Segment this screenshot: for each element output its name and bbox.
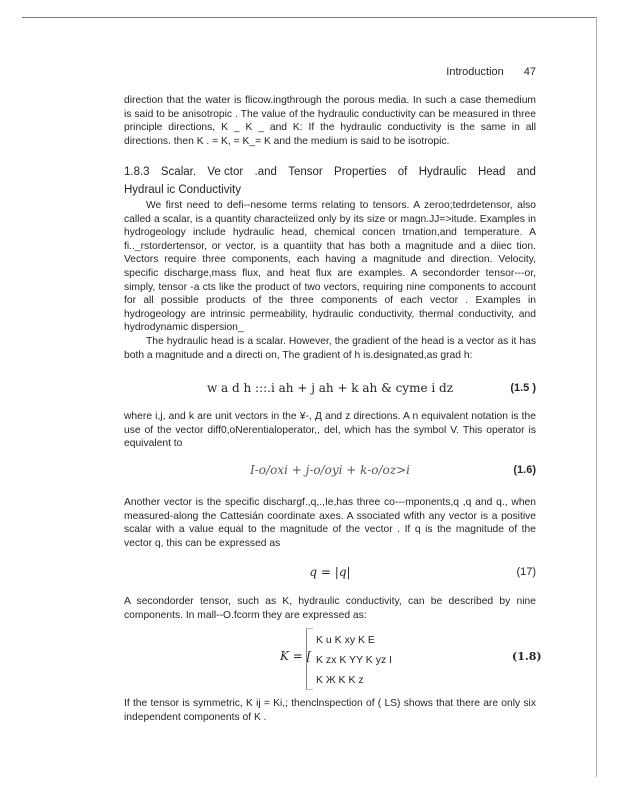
running-header: [400, 66, 536, 78]
equation-1-5: [124, 377, 536, 401]
section-title-line2: Hydraul ic Conductivity: [124, 184, 241, 196]
header-title: Introduction: [446, 66, 504, 78]
equation-1-5-number: (1.5 ): [510, 382, 536, 394]
definitions-block: [124, 199, 536, 362]
head-paragraph: The hydraulic head is a scalar. However, the gradient of the head is a vector as it has both a magnitude and a directi on, The gradient of h is.designated,as grad h:: [124, 335, 536, 361]
equation-1-8-number: (1.8): [512, 650, 542, 663]
section-word: Head: [477, 166, 506, 178]
equation-1-7-number: (17): [516, 566, 536, 578]
matrix-bracket: [306, 628, 313, 690]
second-order-block: [124, 595, 536, 622]
equation-1-6: [124, 459, 536, 483]
page-right-edge: [596, 17, 597, 777]
section-heading: [124, 163, 536, 199]
symmetric-paragraph: If the tensor is symmetric, K ij = Ki,; thenclnspection of ( LS) shows that there are only six independent components of K .: [124, 698, 536, 723]
equation-1-6-number: (1.6): [513, 464, 536, 476]
equation-1-7-body: q = |q|: [309, 565, 351, 579]
section-word: and: [516, 166, 536, 178]
intro-paragraph-block: [124, 94, 536, 148]
discharge-paragraph: Another vector is the specific dischargf.,q,.,Ie,has three co---mponents,q ,q and q., when measured-along the Cattesián coordinate axes. A ssociated wfith any vector is a positive scalar with a value equal to the magnitude of the vector . If q is the magnitude of the vector q, this can be expressed as: [124, 497, 536, 549]
section-word: Hydraulic: [418, 166, 467, 178]
matrix-lead: K = [: [280, 649, 312, 663]
section-word: of: [397, 166, 408, 178]
equation-1-5-body: w a d h :::.i ah + j ah + k ah & cyme i dz: [206, 381, 454, 395]
intro-paragraph: direction that the water is flicow.ingthrough the porous media. In such a case themedium is said to be anisotropic . The value of the hydraulic conductivity can be measured in three principle directions, K _ K _ and K: If the hydraulic conductivity is the same in all directions. then K . = K, = K_= K and the medium is said to be isotropic.: [124, 95, 536, 147]
conductivity-matrix: [280, 622, 400, 692]
page-number: 47: [523, 66, 536, 78]
matrix-row: K zx K YY K yz I: [316, 654, 393, 666]
matrix-row: K u K xy K E: [316, 634, 375, 646]
definitions-paragraph: We first need to defi--nesome terms relating to tensors. A zeroo;tedrdetensor, also called a scalar, is a quantity characteiized only by its size or magn.JJ=>itude. Examples in hydrogeology include hydraulic head, chemical concen trnation,and temperature. A fi.._rstordertensor, or vector, is a quantiity that has both a magnitude and a diiec tion. Vectors require three components, each having a magnitude and direction. Velocity, specific discharge,mass flux, and heat flux are examples. A secondorder tensor---or, simply, tensor -a cts like the product of two vectors, requiring nine components to account for all possible products of the three components of each vector . Examples in hydrogeology are intrinsic permeability, hydraulic conductivity, thermal conductivity, and hydrodynamic dispersion_: [124, 200, 536, 334]
section-word: .and: [254, 166, 277, 178]
section-number: 1.8.3: [124, 166, 150, 178]
symmetric-block: [124, 697, 536, 724]
equation-1-6-body: I-o/oxi + j-o/oyi + k-o/oz>i: [250, 463, 410, 477]
equation-1-7: [124, 561, 536, 585]
discharge-block: [124, 496, 536, 550]
section-word: Properties: [334, 166, 387, 178]
unit-vector-block: [124, 410, 536, 451]
section-word: Ve ctor: [207, 166, 244, 178]
section-word: Tensor: [288, 166, 323, 178]
page-top-edge: [22, 17, 597, 18]
second-order-paragraph: A secondorder tensor, such as K, hydraulic conductivity, can be described by nine components. In mall--O.fcorm they are expressed as:: [124, 596, 536, 621]
matrix-row: K Ж K K z: [316, 674, 364, 686]
section-word: Scalar.: [160, 166, 197, 178]
unit-vector-paragraph: where i,j, and k are unit vectors in the ¥-, Д and z directions. A n equivalent notation is the use of the vector diff0,oNerentialoperator,, del, which has the symbol V. This operator is equivalent to: [124, 411, 536, 450]
